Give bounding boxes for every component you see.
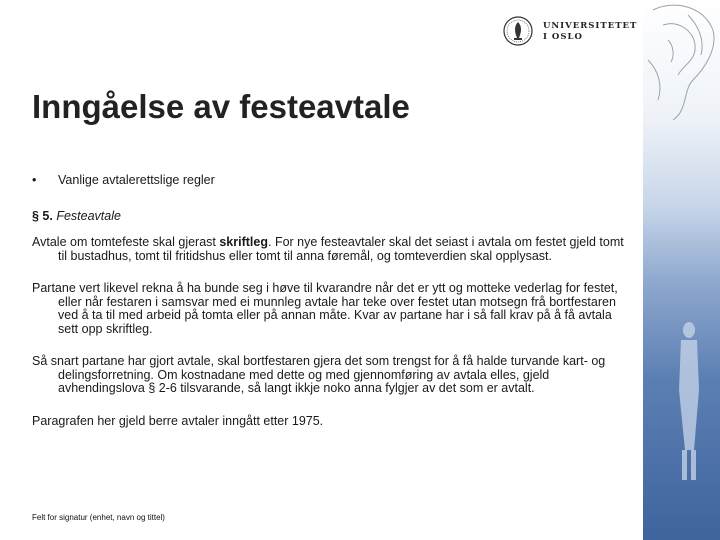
paragraph-4: Paragrafen her gjeld berre avtaler inngått etter 1975. <box>32 413 324 428</box>
paragraph-1-start: Avtale om tomtefeste skal gjerast <box>32 235 220 249</box>
university-logo <box>503 14 638 50</box>
section-number: § 5. <box>32 208 53 223</box>
statue-figure-image <box>661 300 711 490</box>
paragraph-1 <box>32 236 632 263</box>
section-heading <box>32 210 632 224</box>
decorative-side-band <box>643 0 720 540</box>
slide-content <box>32 174 632 447</box>
paragraph-1-end: . For nye festeavtaler skal det seiast i avtala om festet gjeld tomt til bustadhus, tomt til fritidshus eller tomt til anna føremål, og tomteverdien skal opplysast. <box>58 235 624 263</box>
footer-signature-field: Felt for signatur (enhet, navn og tittel) <box>32 513 165 522</box>
section-name: Festeavtale <box>56 208 121 223</box>
logo-text-line2: I OSLO <box>543 32 583 42</box>
sculpture-sketch-image <box>643 0 720 150</box>
paragraph-2: Partane vert likevel rekna å ha bunde seg i høve til kvarandre når det er ytt og motteke vederlag for festet, eller når festaren i samsvar med ei munnleg avtale har teke over festet utan motsegn frå bortfestaren ved å ta til med arbeid på tomta eller på annan måte. Kvar av partane har i så fall krav på å få avtala sett opp skriftleg. <box>32 281 618 336</box>
logo-text-line1: UNIVERSITETET <box>543 21 638 31</box>
bullet-symbol: • <box>32 173 37 187</box>
university-seal-icon <box>503 14 533 48</box>
paragraph-1-bold: skriftleg <box>219 235 268 249</box>
bullet-text: Vanlige avtalerettslige regler <box>58 173 215 187</box>
slide-title: Inngåelse av festeavtale <box>32 88 410 125</box>
paragraph-3: Så snart partane har gjort avtale, skal bortfestaren gjera det som trengst for å få halde turvande kart- og delingsforretning. Om kostnadane med dette og med gjennomføring av avtala elles, gjeld avhendingslova § 2-6 tilsvarande, så langt ikkje noko anna fylgjer av det som er avtalt. <box>32 354 606 395</box>
bullet-item <box>32 174 632 188</box>
